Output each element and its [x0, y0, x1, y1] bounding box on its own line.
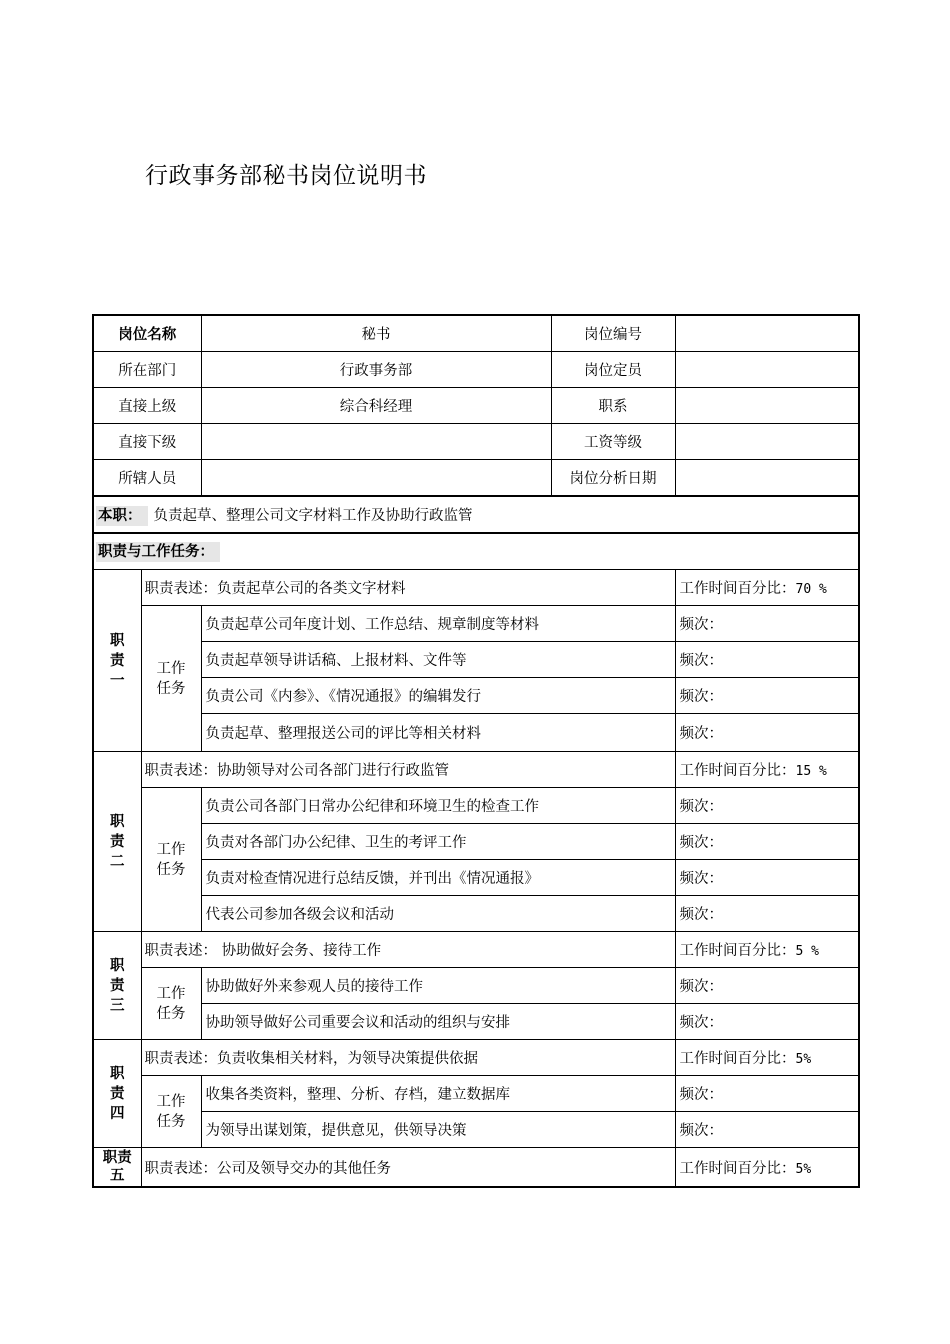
info-label: 岗位编号 [551, 315, 675, 352]
task-item: 协助做好外来参观人员的接待工作 [201, 968, 675, 1004]
info-label: 岗位分析日期 [551, 460, 675, 497]
task-item: 负责起草、整理报送公司的评比等相关材料 [201, 714, 675, 752]
info-value: 秘书 [201, 315, 551, 352]
main-duty-label: 本职： [96, 506, 148, 526]
duty-name-text: 职责四 [110, 1065, 125, 1122]
time-percentage [675, 932, 859, 968]
task-item: 为领导出谋划策，提供意见，供领导决策 [201, 1112, 675, 1148]
time-percentage-value: 5% [795, 1052, 812, 1067]
duty-name [93, 752, 141, 932]
task-item: 负责对各部门办公纪律、卫生的考评工作 [201, 824, 675, 860]
duty-name [93, 1040, 141, 1148]
frequency: 频次： [675, 788, 859, 824]
info-value [675, 424, 859, 460]
task-item: 负责公司各部门日常办公纪律和环境卫生的检查工作 [201, 788, 675, 824]
work-task-label [141, 606, 201, 752]
task-item: 收集各类资料，整理、分析、存档，建立数据库 [201, 1076, 675, 1112]
duty-name-text: 职责三 [110, 957, 125, 1014]
info-label: 所辖人员 [93, 460, 201, 497]
time-percentage-value: 15 % [795, 764, 827, 779]
duty-name [93, 932, 141, 1040]
task-item: 负责起草领导讲话稿、上报材料、文件等 [201, 642, 675, 678]
frequency: 频次： [675, 642, 859, 678]
task-item: 负责起草公司年度计划、工作总结、规章制度等材料 [201, 606, 675, 642]
time-percentage-label: 工作时间百分比： [679, 581, 796, 597]
frequency: 频次： [675, 860, 859, 896]
frequency: 频次： [675, 1004, 859, 1040]
frequency: 频次： [675, 678, 859, 714]
work-task-label [141, 1076, 201, 1148]
work-task-label-text: 工作任务 [156, 1093, 186, 1130]
time-percentage [675, 752, 859, 788]
task-item: 代表公司参加各级会议和活动 [201, 896, 675, 932]
work-task-label-text: 工作任务 [156, 985, 186, 1022]
work-task-label [141, 968, 201, 1040]
frequency: 频次： [675, 1112, 859, 1148]
job-description-table [92, 314, 860, 1188]
duty-description: 职责表述：负责起草公司的各类文字材料 [141, 570, 675, 606]
main-duty-row [93, 496, 859, 533]
frequency: 频次： [675, 824, 859, 860]
info-label: 直接上级 [93, 388, 201, 424]
info-value [675, 460, 859, 497]
info-label: 岗位名称 [93, 315, 201, 352]
duty-description: 职责表述：负责收集相关材料，为领导决策提供依据 [141, 1040, 675, 1076]
time-percentage-label: 工作时间百分比： [679, 763, 796, 779]
work-task-label-text: 工作任务 [156, 841, 186, 878]
main-duty-text: 负责起草、整理公司文字材料工作及协助行政监管 [153, 507, 473, 524]
info-label: 直接下级 [93, 424, 201, 460]
info-value [201, 460, 551, 497]
frequency: 频次： [675, 896, 859, 932]
frequency: 频次： [675, 606, 859, 642]
info-value [675, 315, 859, 352]
document-title: 行政事务部秘书岗位说明书 [145, 163, 427, 189]
frequency: 频次： [675, 1076, 859, 1112]
task-item: 协助领导做好公司重要会议和活动的组织与安排 [201, 1004, 675, 1040]
time-percentage-label: 工作时间百分比： [679, 1160, 796, 1177]
time-percentage [675, 1040, 859, 1076]
time-percentage-value: 5 % [795, 944, 819, 959]
responsibilities-header-row [93, 533, 859, 570]
task-item: 负责公司《内参》、《情况通报》的编辑发行 [201, 678, 675, 714]
info-label: 工资等级 [551, 424, 675, 460]
duty-description: 职责表述： 协助做好会务、接待工作 [141, 932, 675, 968]
time-percentage-value: 5% [795, 1161, 812, 1177]
frequency: 频次： [675, 714, 859, 752]
info-value [201, 424, 551, 460]
duty-description: 职责表述：公司及领导交办的其他任务 [141, 1148, 675, 1188]
info-value [675, 352, 859, 388]
time-percentage [675, 1148, 859, 1188]
info-value [675, 388, 859, 424]
duty-name-text: 职责一 [110, 632, 125, 689]
info-label: 岗位定员 [551, 352, 675, 388]
info-label: 职系 [551, 388, 675, 424]
time-percentage-label: 工作时间百分比： [679, 1051, 796, 1067]
task-item: 负责对检查情况进行总结反馈，并刊出《情况通报》 [201, 860, 675, 896]
duty-name-text: 职责五 [102, 1149, 132, 1184]
info-label: 所在部门 [93, 352, 201, 388]
info-value: 行政事务部 [201, 352, 551, 388]
time-percentage-label: 工作时间百分比： [679, 943, 796, 959]
duty-description: 职责表述：协助领导对公司各部门进行行政监管 [141, 752, 675, 788]
info-value: 综合科经理 [201, 388, 551, 424]
work-task-label-text: 工作任务 [156, 660, 186, 697]
frequency: 频次： [675, 968, 859, 1004]
time-percentage-value: 70 % [795, 582, 827, 597]
duty-name [93, 1148, 141, 1188]
work-task-label [141, 788, 201, 932]
duty-name [93, 570, 141, 752]
time-percentage [675, 570, 859, 606]
responsibilities-header: 职责与工作任务： [96, 542, 220, 562]
duty-name-text: 职责二 [110, 813, 125, 870]
